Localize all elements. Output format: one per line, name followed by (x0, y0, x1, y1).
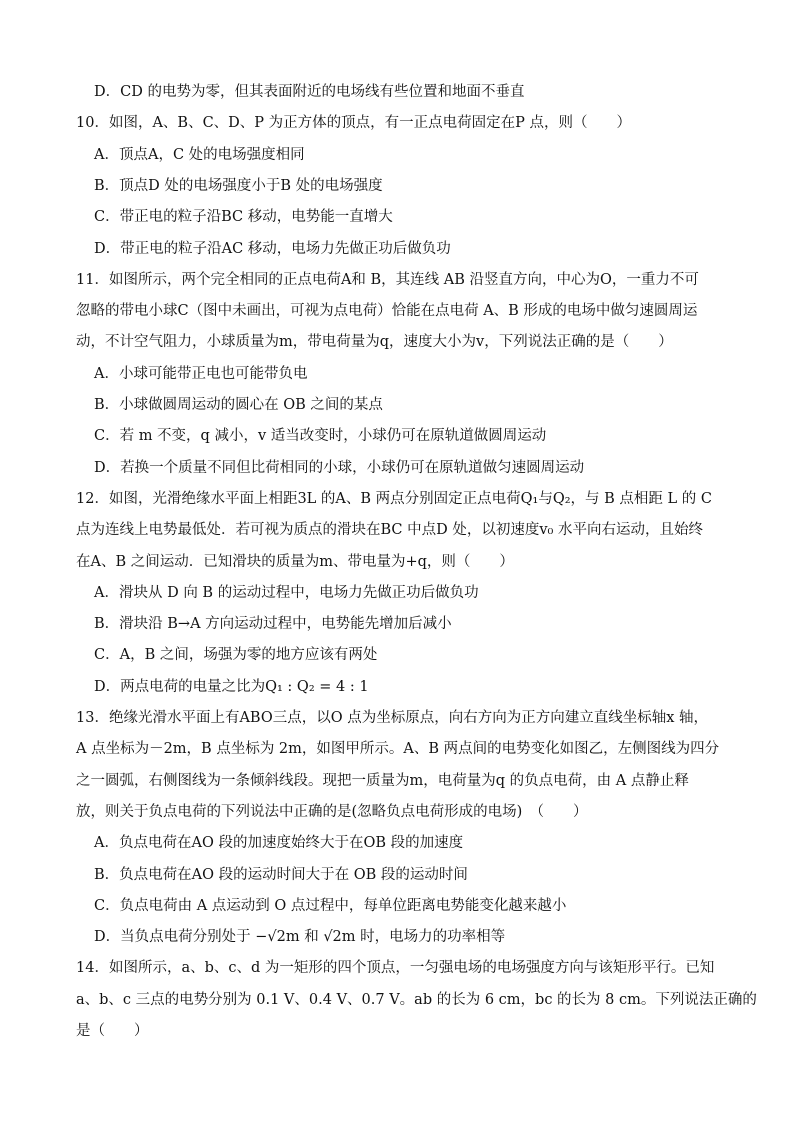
question-text-line: 14．如图所示，a、b、c、d 为一矩形的四个顶点，一匀强电场的电场强度方向与该矩形平行。已知 (76, 960, 715, 976)
answer-option-line: D．CD 的电势为零，但其表面附近的电场线有些位置和地面不垂直 (94, 84, 525, 100)
answer-option-line: C．A，B 之间，场强为零的地方应该有两处 (94, 647, 378, 663)
answer-option-line: A．滑块从 D 向 B 的运动过程中，电场力先做正功后做负功 (94, 585, 479, 601)
answer-option-line: C．带正电的粒子沿BC 移动，电势能一直增大 (94, 209, 393, 225)
answer-option-line: C．若 m 不变，q 减小，v 适当改变时，小球仍可在原轨道做圆周运动 (94, 428, 547, 444)
question-text-line: 12．如图，光滑绝缘水平面上相距3L 的A、B 两点分别固定正点电荷Q₁与Q₂，与 B 点相距 L 的 C (76, 491, 712, 507)
answer-option-line: B．负点电荷在AO 段的运动时间大于在 OB 段的运动时间 (94, 867, 468, 883)
answer-option-line: A．顶点A，C 处的电场强度相同 (94, 147, 305, 163)
answer-option-line: C．负点电荷由 A 点运动到 O 点过程中，每单位距离电势能变化越来越小 (94, 898, 567, 914)
question-text-line: A 点坐标为－2m，B 点坐标为 2m，如图甲所示。A、B 两点间的电势变化如图乙，左侧图线为四分 (76, 741, 720, 757)
answer-option-line: A．负点电荷在AO 段的加速度始终大于在OB 段的加速度 (94, 835, 464, 851)
answer-option-line: D．两点电荷的电量之比为Q₁ : Q₂ = 4 : 1 (94, 679, 369, 695)
answer-option-line: B．小球做圆周运动的圆心在 OB 之间的某点 (94, 397, 383, 413)
question-text-line: 放，则关于负点电荷的下列说法中正确的是(忽略负点电荷形成的电场) （ ） (76, 804, 588, 820)
question-text-line: a、b、c 三点的电势分别为 0.1 V、0.4 V、0.7 V。ab 的长为 6 cm，bc 的长为 8 cm。下列说法正确的 (76, 992, 757, 1008)
question-text-line: 10．如图，A、B、C、D、P 为正方体的顶点，有一正点电荷固定在P 点，则（ ） (76, 115, 632, 131)
answer-option-line: B．滑块沿 B→A 方向运动过程中，电势能先增加后减小 (94, 616, 452, 632)
question-text-line: 之一圆弧，右侧图线为一条倾斜线段。现把一质量为m，电荷量为q 的负点电荷，由 A 点静止释 (76, 773, 689, 789)
question-text-line: 点为连线上电势最低处．若可视为质点的滑块在BC 中点D 处，以初速度v₀ 水平向右运动，且始终 (76, 522, 703, 538)
answer-option-line: A．小球可能带正电也可能带负电 (94, 366, 308, 382)
answer-option-line: D．当负点电荷分别处于 −√2m 和 √2m 时，电场力的功率相等 (94, 929, 506, 945)
question-text-line: 11．如图所示，两个完全相同的正点电荷A和 B，其连线 AB 沿竖直方向，中心为O，一重力不可 (76, 272, 699, 288)
question-text-line: 在A、B 之间运动．已知滑块的质量为m、带电量为+q，则（ ） (76, 554, 514, 570)
question-text-line: 13．绝缘光滑水平面上有ABO三点，以O 点为坐标原点，向右方向为正方向建立直线坐标轴x 轴， (76, 710, 709, 726)
question-text-line: 是（ ） (76, 1023, 149, 1039)
question-text-line: 忽略的带电小球C（图中未画出，可视为点电荷）恰能在点电荷 A、B 形成的电场中做匀速圆周运 (76, 303, 698, 319)
answer-option-line: D．带正电的粒子沿AC 移动，电场力先做正功后做负功 (94, 241, 451, 257)
answer-option-line: D．若换一个质量不同但比荷相同的小球，小球仍可在原轨道做匀速圆周运动 (94, 460, 585, 476)
answer-option-line: B．顶点D 处的电场强度小于B 处的电场强度 (94, 178, 383, 194)
question-text-line: 动，不计空气阻力，小球质量为m，带电荷量为q，速度大小为v，下列说法正确的是（ ） (76, 334, 673, 350)
